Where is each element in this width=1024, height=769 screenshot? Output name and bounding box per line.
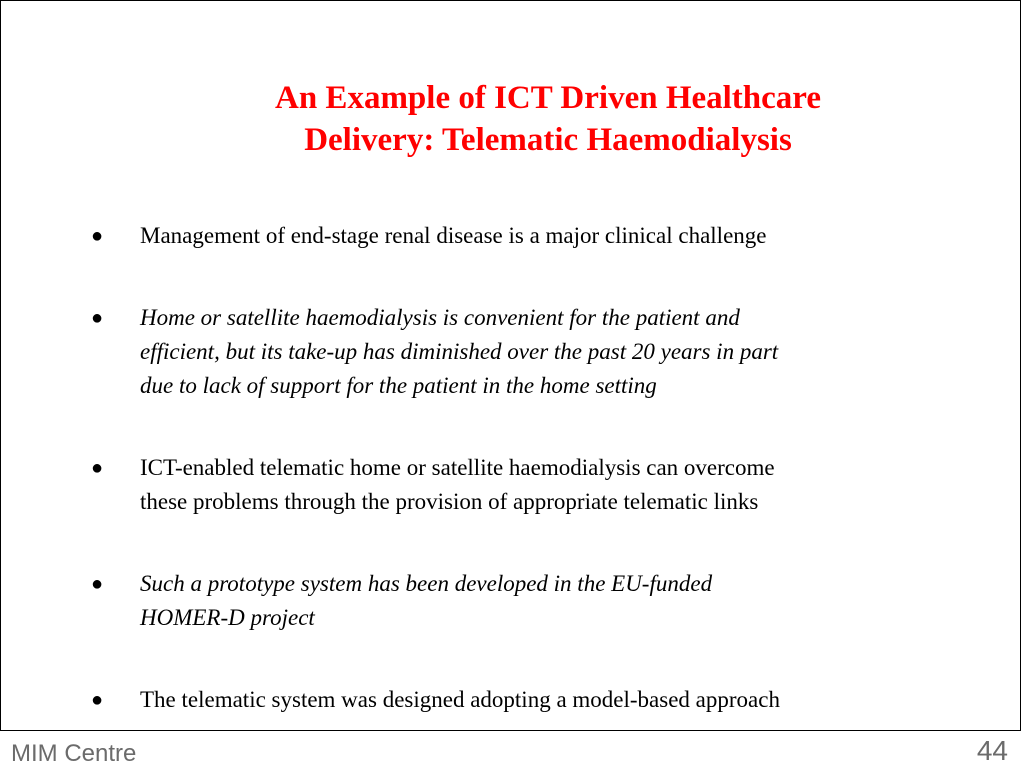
slide-title-line: Delivery: Telematic Haemodialysis (304, 122, 792, 158)
bullet-text-line: Management of end-stage renal disease is a major clinical challenge (140, 223, 767, 248)
bullet-text-line: these problems through the provision of appropriate telematic links (140, 489, 759, 514)
bullet-text-line: Such a prototype system has been developed in the EU-funded (140, 571, 713, 596)
bullet-text-line: efficient, but its take-up has diminished over the past 20 years in part (140, 339, 779, 364)
bullet-list (1, 1, 1020, 730)
bullet-dot-icon: ● (91, 689, 104, 711)
bullet-text-line: The telematic system was designed adopting a model-based approach (140, 687, 780, 712)
bullet-text-line: Home or satellite haemodialysis is convenient for the patient and (140, 305, 740, 330)
bullet-dot-icon: ● (91, 457, 104, 479)
page-number: 44 (976, 735, 1008, 766)
bullet-dot-icon: ● (91, 307, 104, 329)
bullet-text (140, 451, 940, 519)
bullet-dot-icon: ● (91, 225, 104, 247)
bullet-text (140, 683, 940, 717)
bullet-text (140, 567, 940, 635)
bullet-text-line: ICT-enabled telematic home or satellite haemodialysis can overcome (140, 455, 775, 480)
bullet-text-line: HOMER-D project (140, 605, 315, 630)
bullet-text (140, 219, 940, 253)
bullet-text (140, 301, 940, 403)
bullet-text-line: due to lack of support for the patient in the home setting (140, 373, 657, 398)
slide-title-line: An Example of ICT Driven Healthcare (275, 80, 821, 116)
bullet-dot-icon: ● (91, 573, 104, 595)
footer-organization: MIM Centre (11, 740, 137, 767)
